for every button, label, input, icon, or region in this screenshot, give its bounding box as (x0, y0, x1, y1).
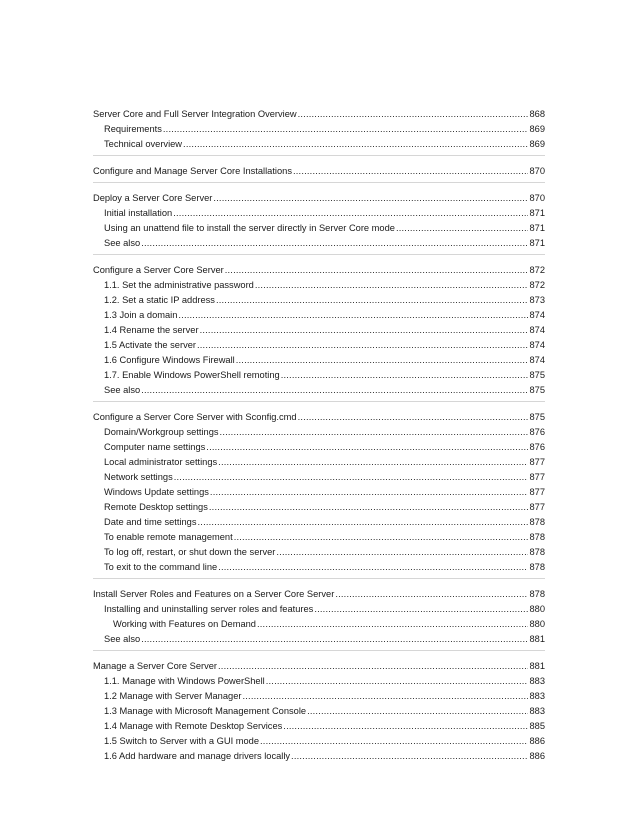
dot-leader (198, 515, 529, 530)
toc-heading-entry[interactable] (93, 164, 545, 179)
toc-entry-title: Remote Desktop settings (104, 502, 208, 512)
dot-leader (276, 545, 528, 560)
toc-page-number: 869 (529, 139, 545, 149)
toc-entry-title: Configure and Manage Server Core Installations (93, 166, 292, 176)
toc-entry[interactable] (93, 137, 545, 152)
dot-leader (257, 617, 529, 632)
toc-entry-title: To log off, restart, or shut down the server (104, 547, 276, 557)
toc-entry[interactable] (93, 749, 545, 764)
toc-entry[interactable] (93, 545, 545, 560)
toc-entry[interactable] (93, 368, 545, 383)
dot-leader (218, 560, 528, 575)
toc-entry-title: Network settings (104, 472, 173, 482)
toc-page-number: 876 (529, 442, 545, 452)
toc-entry[interactable] (93, 383, 545, 398)
dot-leader (210, 485, 529, 500)
dot-leader (298, 410, 529, 425)
toc-section (93, 107, 545, 156)
toc-page-number: 874 (529, 355, 545, 365)
toc-entry[interactable] (93, 122, 545, 137)
dot-leader (213, 191, 528, 206)
toc-page-number: 869 (529, 124, 545, 134)
dot-leader (266, 674, 529, 689)
dot-leader (255, 278, 529, 293)
toc-entry-title: To enable remote management (104, 532, 233, 542)
toc-page-number: 883 (529, 706, 545, 716)
toc-page-number: 870 (529, 166, 545, 176)
toc-entry-title: 1.6 Add hardware and manage drivers locally (104, 751, 291, 761)
dot-leader (174, 470, 529, 485)
dot-leader (242, 689, 528, 704)
toc-entry[interactable] (93, 485, 545, 500)
toc-page-number: 877 (529, 457, 545, 467)
toc-entry[interactable] (93, 560, 545, 575)
dot-leader (220, 425, 529, 440)
toc-page-number: 886 (529, 751, 545, 761)
toc-entry-title: Local administrator settings (104, 457, 218, 467)
toc-page-number: 878 (529, 532, 545, 542)
toc-page-number: 883 (529, 676, 545, 686)
toc-page-number: 871 (529, 238, 545, 248)
toc-entry[interactable] (93, 602, 545, 617)
dot-leader (281, 368, 529, 383)
toc-page-number: 878 (529, 589, 545, 599)
section-divider (93, 155, 545, 156)
dot-leader (178, 308, 528, 323)
dot-leader (293, 164, 529, 179)
toc-entry-title: 1.5 Activate the server (104, 340, 196, 350)
toc-page-number: 878 (529, 562, 545, 572)
toc-entry[interactable] (93, 323, 545, 338)
dot-leader (396, 221, 529, 236)
toc-page-number: 874 (529, 310, 545, 320)
toc-section (93, 587, 545, 651)
toc-entry-title: Deploy a Server Core Server (93, 193, 213, 203)
dot-leader (218, 455, 528, 470)
toc-page-number: 875 (529, 370, 545, 380)
toc-page-number: 876 (529, 427, 545, 437)
toc-page-number: 874 (529, 325, 545, 335)
table-of-contents (93, 107, 545, 772)
toc-entry-title: 1.1. Manage with Windows PowerShell (104, 676, 265, 686)
dot-leader (141, 632, 528, 647)
toc-entry[interactable] (93, 530, 545, 545)
toc-entry[interactable] (93, 734, 545, 749)
section-divider (93, 182, 545, 183)
toc-entry-title: Requirements (104, 124, 162, 134)
toc-entry[interactable] (93, 674, 545, 689)
dot-leader (314, 602, 528, 617)
toc-page-number: 873 (529, 295, 545, 305)
dot-leader (163, 122, 529, 137)
toc-entry-title: Configure a Server Core Server with Sconfig.cmd (93, 412, 297, 422)
toc-heading-entry[interactable] (93, 659, 545, 674)
toc-entry-title: 1.4 Rename the server (104, 325, 199, 335)
toc-entry-title: Manage a Server Core Server (93, 661, 218, 671)
dot-leader (209, 500, 529, 515)
dot-leader (216, 293, 529, 308)
toc-section (93, 659, 545, 764)
toc-entry[interactable] (93, 719, 545, 734)
toc-page-number: 881 (529, 634, 545, 644)
toc-section (93, 263, 545, 402)
toc-page-number: 871 (529, 223, 545, 233)
toc-page-number: 870 (529, 193, 545, 203)
toc-entry-title: 1.4 Manage with Remote Desktop Services (104, 721, 283, 731)
toc-page-number: 874 (529, 340, 545, 350)
toc-entry-title: Working with Features on Demand (113, 619, 256, 629)
section-divider (93, 650, 545, 651)
toc-entry-title: Computer name settings (104, 442, 206, 452)
dot-leader (307, 704, 528, 719)
toc-heading-entry[interactable] (93, 263, 545, 278)
toc-heading-entry[interactable] (93, 587, 545, 602)
dot-leader (141, 236, 528, 251)
toc-entry-title: See also (104, 385, 141, 395)
toc-section (93, 410, 545, 579)
toc-page-number: 885 (529, 721, 545, 731)
toc-entry[interactable] (93, 206, 545, 221)
dot-leader (183, 137, 528, 152)
dot-leader (260, 734, 528, 749)
toc-page-number: 868 (529, 109, 545, 119)
section-divider (93, 578, 545, 579)
toc-entry[interactable] (93, 470, 545, 485)
toc-entry[interactable] (93, 455, 545, 470)
section-divider (93, 254, 545, 255)
dot-leader (173, 206, 528, 221)
toc-entry-title: Installing and uninstalling server roles and features (104, 604, 314, 614)
dot-leader (283, 719, 528, 734)
toc-section (93, 164, 545, 183)
toc-page-number: 875 (529, 385, 545, 395)
toc-page-number: 877 (529, 502, 545, 512)
toc-entry-title: 1.6 Configure Windows Firewall (104, 355, 235, 365)
toc-entry[interactable] (93, 425, 545, 440)
dot-leader (141, 383, 528, 398)
toc-entry[interactable] (93, 338, 545, 353)
section-divider (93, 401, 545, 402)
toc-page-number: 875 (529, 412, 545, 422)
toc-entry-title: To exit to the command line (104, 562, 218, 572)
dot-leader (200, 323, 529, 338)
toc-section (93, 191, 545, 255)
toc-heading-entry[interactable] (93, 410, 545, 425)
toc-entry-title: Server Core and Full Server Integration Overview (93, 109, 297, 119)
toc-page-number: 883 (529, 691, 545, 701)
toc-entry[interactable] (93, 278, 545, 293)
toc-entry-title: See also (104, 634, 141, 644)
toc-entry-title: 1.2. Set a static IP address (104, 295, 215, 305)
toc-entry-title: Install Server Roles and Features on a Server Core Server (93, 589, 335, 599)
toc-entry-title: Using an unattend file to install the server directly in Server Core mode (104, 223, 395, 233)
toc-page-number: 880 (529, 619, 545, 629)
toc-entry[interactable] (93, 515, 545, 530)
toc-entry-title: See also (104, 238, 141, 248)
toc-entry-title: Technical overview (104, 139, 183, 149)
toc-entry-title: Domain/Workgroup settings (104, 427, 219, 437)
toc-entry[interactable] (93, 632, 545, 647)
dot-leader (298, 107, 529, 122)
toc-entry[interactable] (93, 308, 545, 323)
toc-heading-entry[interactable] (93, 107, 545, 122)
toc-page-number: 878 (529, 547, 545, 557)
toc-entry[interactable] (93, 440, 545, 455)
toc-entry-title: Initial installation (104, 208, 173, 218)
toc-entry-title: Date and time settings (104, 517, 197, 527)
toc-entry-title: 1.1. Set the administrative password (104, 280, 254, 290)
toc-heading-entry[interactable] (93, 191, 545, 206)
toc-entry[interactable] (93, 617, 545, 632)
toc-entry-title: 1.2 Manage with Server Manager (104, 691, 242, 701)
toc-page-number: 872 (529, 280, 545, 290)
dot-leader (206, 440, 528, 455)
toc-entry-title: 1.5 Switch to Server with a GUI mode (104, 736, 260, 746)
toc-page-number: 872 (529, 265, 545, 275)
dot-leader (291, 749, 528, 764)
toc-entry[interactable] (93, 500, 545, 515)
toc-entry-title: 1.3 Join a domain (104, 310, 178, 320)
toc-entry[interactable] (93, 704, 545, 719)
toc-page-number: 871 (529, 208, 545, 218)
dot-leader (197, 338, 529, 353)
toc-entry-title: 1.3 Manage with Microsoft Management Console (104, 706, 307, 716)
toc-entry-title: Configure a Server Core Server (93, 265, 224, 275)
toc-page-number: 877 (529, 472, 545, 482)
dot-leader (236, 353, 529, 368)
toc-page-number: 877 (529, 487, 545, 497)
toc-entry[interactable] (93, 221, 545, 236)
toc-page-number: 881 (529, 661, 545, 671)
toc-entry-title: 1.7. Enable Windows PowerShell remoting (104, 370, 280, 380)
dot-leader (335, 587, 528, 602)
toc-page-number: 886 (529, 736, 545, 746)
toc-entry[interactable] (93, 236, 545, 251)
toc-entry-title: Windows Update settings (104, 487, 209, 497)
toc-page-number: 878 (529, 517, 545, 527)
toc-entry[interactable] (93, 689, 545, 704)
dot-leader (218, 659, 528, 674)
toc-entry[interactable] (93, 353, 545, 368)
dot-leader (234, 530, 529, 545)
toc-entry[interactable] (93, 293, 545, 308)
dot-leader (225, 263, 529, 278)
toc-page-number: 880 (529, 604, 545, 614)
